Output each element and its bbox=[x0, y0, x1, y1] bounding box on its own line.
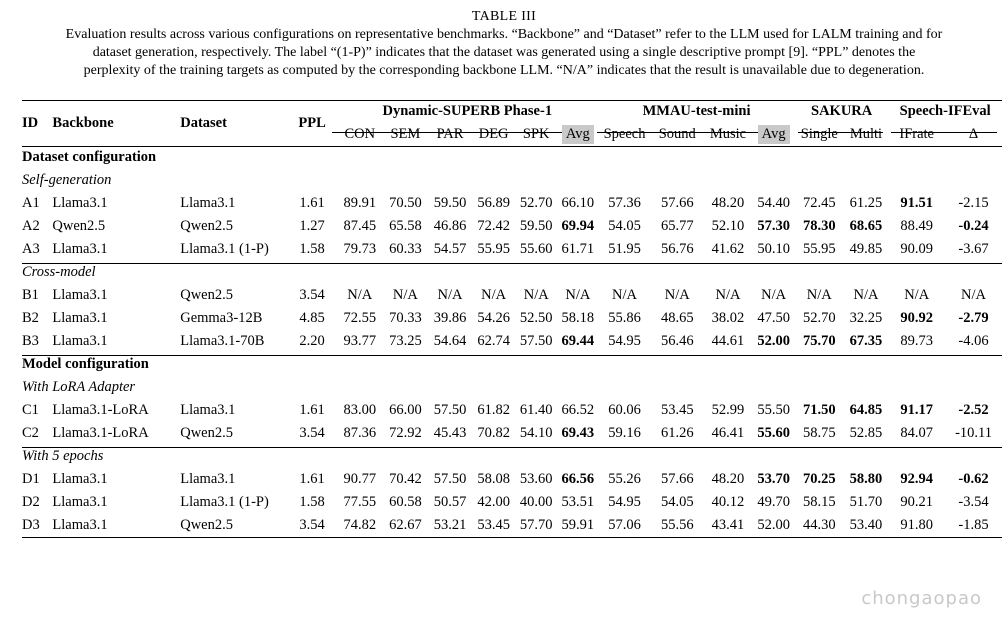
row-value: 60.58 bbox=[389, 494, 422, 510]
table-row bbox=[22, 307, 1002, 330]
row-value: 57.06 bbox=[608, 517, 641, 533]
row-value: 88.49 bbox=[900, 218, 933, 234]
row-value: 52.50 bbox=[519, 310, 553, 326]
row-id: A2 bbox=[22, 218, 40, 234]
row-value: 57.66 bbox=[660, 195, 694, 211]
row-value: 75.70 bbox=[802, 333, 836, 349]
row-value: 57.66 bbox=[660, 471, 694, 487]
row-value: 59.91 bbox=[561, 517, 595, 533]
row-value: 51.70 bbox=[849, 494, 883, 510]
row-value: N/A bbox=[761, 287, 787, 303]
row-value: -0.62 bbox=[958, 471, 989, 487]
header-sub-label: Avg bbox=[562, 125, 594, 144]
subsection-title: With LoRA Adapter bbox=[22, 379, 136, 395]
row-value: 57.50 bbox=[433, 402, 467, 418]
header-sub-label: DEG bbox=[478, 126, 509, 142]
header-id: ID bbox=[22, 114, 39, 131]
row-value: 65.77 bbox=[660, 218, 694, 234]
header-sub-label: IFrate bbox=[899, 126, 934, 142]
table-rule bbox=[22, 146, 1002, 147]
row-ppl: 1.61 bbox=[299, 402, 325, 418]
row-value: 49.85 bbox=[849, 241, 883, 257]
row-value: -10.11 bbox=[955, 425, 992, 441]
header-sub-label: Multi bbox=[849, 126, 883, 142]
row-value: 90.21 bbox=[900, 494, 933, 510]
row-value: N/A bbox=[347, 287, 373, 303]
row-value: N/A bbox=[612, 287, 638, 303]
row-id: B3 bbox=[22, 333, 39, 349]
caption-text bbox=[0, 26, 1008, 80]
row-value: 60.06 bbox=[608, 402, 641, 418]
row-backbone: Llama3.1-LoRA bbox=[52, 402, 149, 418]
row-value: 58.18 bbox=[561, 310, 595, 326]
row-value: 48.20 bbox=[711, 471, 745, 487]
row-dataset: Llama3.1 (1-P) bbox=[180, 494, 269, 510]
row-value: 77.55 bbox=[343, 494, 377, 510]
row-value: 74.82 bbox=[343, 517, 377, 533]
row-value: 48.65 bbox=[660, 310, 694, 326]
row-backbone: Qwen2.5 bbox=[52, 218, 106, 234]
header-dataset: Dataset bbox=[180, 114, 227, 131]
row-value: 56.46 bbox=[660, 333, 694, 349]
row-value: 58.15 bbox=[802, 494, 836, 510]
header-sub-label: Δ bbox=[968, 126, 979, 142]
row-ppl: 3.54 bbox=[299, 287, 325, 303]
row-value: N/A bbox=[853, 287, 879, 303]
header-group: Dynamic-SUPERB Phase-1 bbox=[382, 103, 553, 119]
header-sub bbox=[704, 123, 753, 146]
row-value: 62.74 bbox=[477, 333, 510, 349]
row-value: 70.33 bbox=[389, 310, 422, 326]
row-ppl: 1.61 bbox=[299, 471, 325, 487]
row-value: 91.51 bbox=[900, 195, 933, 211]
row-value: 53.45 bbox=[477, 517, 510, 533]
row-ppl: 4.85 bbox=[299, 310, 325, 326]
header-sub-label: Avg bbox=[758, 125, 790, 144]
row-backbone: Llama3.1 bbox=[52, 517, 108, 533]
row-value: N/A bbox=[481, 287, 507, 303]
row-value: 45.43 bbox=[433, 425, 467, 441]
row-value: 60.33 bbox=[389, 241, 422, 257]
row-value: 72.55 bbox=[343, 310, 377, 326]
row-value: 40.00 bbox=[519, 494, 553, 510]
row-value: 58.08 bbox=[477, 471, 510, 487]
row-value: 90.77 bbox=[343, 471, 377, 487]
row-value: 41.62 bbox=[711, 241, 745, 257]
row-value: 53.45 bbox=[660, 402, 694, 418]
row-id: B1 bbox=[22, 287, 39, 303]
row-id: A1 bbox=[22, 195, 40, 211]
row-id: D1 bbox=[22, 471, 40, 487]
header-sub bbox=[336, 123, 383, 146]
row-value: N/A bbox=[437, 287, 463, 303]
table-row bbox=[22, 514, 1002, 537]
row-ppl: 1.58 bbox=[299, 494, 325, 510]
table-rule bbox=[22, 537, 1002, 538]
row-value: 52.00 bbox=[757, 333, 790, 349]
row-value: 57.70 bbox=[519, 517, 553, 533]
row-value: 54.57 bbox=[433, 241, 467, 257]
table-row bbox=[22, 284, 1002, 307]
row-value: 87.36 bbox=[343, 425, 377, 441]
row-value: -3.54 bbox=[958, 494, 989, 510]
row-value: 55.56 bbox=[660, 517, 694, 533]
row-value: N/A bbox=[523, 287, 549, 303]
subsection-title: Self-generation bbox=[22, 172, 112, 188]
row-value: 61.40 bbox=[519, 402, 553, 418]
row-value: 49.70 bbox=[757, 494, 790, 510]
row-id: D3 bbox=[22, 517, 40, 533]
row-value: 61.82 bbox=[477, 402, 510, 418]
row-value: -4.06 bbox=[958, 333, 989, 349]
row-ppl: 1.61 bbox=[299, 195, 325, 211]
row-backbone: Llama3.1 bbox=[52, 241, 108, 257]
header-sub-label: Music bbox=[709, 126, 747, 142]
row-value: 69.44 bbox=[561, 333, 595, 349]
header-sub-label: Sound bbox=[658, 126, 696, 142]
row-value: 70.42 bbox=[389, 471, 422, 487]
section-title: Dataset configuration bbox=[22, 149, 157, 165]
header-sub bbox=[428, 123, 473, 146]
row-value: 84.07 bbox=[900, 425, 933, 441]
row-backbone: Llama3.1 bbox=[52, 494, 108, 510]
row-value: 55.26 bbox=[608, 471, 641, 487]
row-backbone: Llama3.1 bbox=[52, 471, 108, 487]
row-value: 32.25 bbox=[849, 310, 883, 326]
row-value: N/A bbox=[392, 287, 418, 303]
row-value: 64.85 bbox=[849, 402, 883, 418]
row-value: 72.92 bbox=[389, 425, 422, 441]
header-sub bbox=[651, 123, 704, 146]
caption-line: Evaluation results across various configurations on representative benchmarks. “Backbone” and “Dataset” refer to the LLM used for LALM training and for bbox=[65, 27, 943, 42]
caption-line: dataset generation, respectively. The label “(1-P)” indicates that the dataset was generated using a single descriptive prompt [9]. “PPL” denotes the bbox=[92, 45, 916, 60]
row-id: A3 bbox=[22, 241, 40, 257]
row-value: 52.99 bbox=[711, 402, 745, 418]
row-ppl: 1.58 bbox=[299, 241, 325, 257]
row-value: 46.41 bbox=[711, 425, 745, 441]
row-value: 70.82 bbox=[477, 425, 510, 441]
row-value: 91.17 bbox=[900, 402, 933, 418]
row-value: 93.77 bbox=[343, 333, 377, 349]
table-rule bbox=[22, 447, 1002, 448]
table-row bbox=[22, 399, 1002, 422]
row-dataset: Qwen2.5 bbox=[180, 287, 233, 303]
header-sub bbox=[383, 123, 428, 146]
row-value: 68.65 bbox=[849, 218, 883, 234]
row-value: 39.86 bbox=[433, 310, 467, 326]
row-value: 89.91 bbox=[343, 195, 377, 211]
subsection-title: Cross-model bbox=[22, 264, 96, 280]
header-sub-label: Speech bbox=[603, 126, 646, 142]
header-sub-label: PAR bbox=[436, 126, 464, 142]
header-sub bbox=[945, 123, 1002, 146]
row-value: 66.52 bbox=[561, 402, 595, 418]
row-value: 69.43 bbox=[561, 425, 595, 441]
row-value: 89.73 bbox=[900, 333, 933, 349]
table-caption bbox=[0, 8, 1008, 80]
table-row bbox=[22, 215, 1002, 238]
row-value: 59.16 bbox=[608, 425, 641, 441]
row-value: 53.21 bbox=[433, 517, 467, 533]
row-value: 59.50 bbox=[433, 195, 467, 211]
subsection-row bbox=[22, 376, 1002, 399]
row-value: 51.95 bbox=[608, 241, 641, 257]
row-value: N/A bbox=[961, 287, 987, 303]
row-value: 43.41 bbox=[711, 517, 745, 533]
row-value: 91.80 bbox=[900, 517, 933, 533]
row-value: 92.94 bbox=[900, 471, 933, 487]
header-group: Speech-IFEval bbox=[899, 103, 991, 119]
row-value: 47.50 bbox=[757, 310, 790, 326]
header-sub bbox=[515, 123, 558, 146]
section-title: Model configuration bbox=[22, 356, 149, 372]
row-value: 53.51 bbox=[561, 494, 595, 510]
row-value: 72.42 bbox=[477, 218, 510, 234]
row-value: 44.30 bbox=[802, 517, 836, 533]
table-row bbox=[22, 468, 1002, 491]
row-value: 56.76 bbox=[660, 241, 694, 257]
row-value: 57.50 bbox=[519, 333, 553, 349]
row-ppl: 3.54 bbox=[299, 425, 325, 441]
row-value: -0.24 bbox=[958, 218, 989, 234]
table-row bbox=[22, 491, 1002, 514]
row-value: 70.50 bbox=[389, 195, 422, 211]
header-sub bbox=[558, 123, 599, 146]
row-value: 54.64 bbox=[433, 333, 467, 349]
table-row bbox=[22, 192, 1002, 215]
row-value: 66.56 bbox=[561, 471, 595, 487]
row-value: 61.71 bbox=[561, 241, 595, 257]
row-value: 70.25 bbox=[802, 471, 836, 487]
header-sub bbox=[844, 123, 889, 146]
row-value: 87.45 bbox=[343, 218, 377, 234]
row-id: D2 bbox=[22, 494, 40, 510]
table-row bbox=[22, 238, 1002, 261]
row-value: 50.10 bbox=[757, 241, 790, 257]
row-value: 69.94 bbox=[561, 218, 595, 234]
header-sub bbox=[752, 123, 795, 146]
row-dataset: Qwen2.5 bbox=[180, 517, 233, 533]
row-backbone: Llama3.1-LoRA bbox=[52, 425, 149, 441]
table-rule bbox=[22, 355, 1002, 356]
row-value: 71.50 bbox=[802, 402, 836, 418]
row-value: 73.25 bbox=[389, 333, 422, 349]
row-value: 90.92 bbox=[900, 310, 933, 326]
row-dataset: Llama3.1 bbox=[180, 471, 236, 487]
row-value: 52.00 bbox=[757, 517, 790, 533]
row-value: 46.86 bbox=[433, 218, 467, 234]
row-value: N/A bbox=[715, 287, 741, 303]
header-sub bbox=[598, 123, 651, 146]
row-value: -2.79 bbox=[958, 310, 989, 326]
row-value: 54.05 bbox=[608, 218, 641, 234]
row-value: -2.52 bbox=[958, 402, 989, 418]
row-id: C2 bbox=[22, 425, 39, 441]
row-value: 42.00 bbox=[477, 494, 510, 510]
row-value: 78.30 bbox=[802, 218, 836, 234]
row-value: 67.35 bbox=[849, 333, 883, 349]
table-row bbox=[22, 330, 1002, 353]
row-value: -2.15 bbox=[958, 195, 989, 211]
header-sub bbox=[795, 123, 844, 146]
row-dataset: Llama3.1-70B bbox=[180, 333, 265, 349]
subsection-title: With 5 epochs bbox=[22, 448, 104, 464]
row-value: 54.95 bbox=[608, 494, 641, 510]
row-value: 58.75 bbox=[802, 425, 836, 441]
section-row bbox=[22, 353, 1002, 376]
row-value: 54.95 bbox=[608, 333, 641, 349]
row-value: 62.67 bbox=[389, 517, 422, 533]
table-rule bbox=[22, 263, 1002, 264]
header-group: MMAU-test-mini bbox=[642, 103, 751, 119]
row-value: N/A bbox=[664, 287, 690, 303]
row-backbone: Llama3.1 bbox=[52, 287, 108, 303]
row-value: 79.73 bbox=[343, 241, 377, 257]
subsection-row bbox=[22, 261, 1002, 284]
row-value: 38.02 bbox=[711, 310, 745, 326]
row-value: 55.60 bbox=[757, 425, 790, 441]
row-dataset: Llama3.1 bbox=[180, 402, 236, 418]
row-value: 61.25 bbox=[849, 195, 883, 211]
table-row bbox=[22, 422, 1002, 445]
row-value: 52.70 bbox=[802, 310, 836, 326]
row-value: 56.89 bbox=[477, 195, 510, 211]
row-value: 57.30 bbox=[757, 218, 790, 234]
row-value: N/A bbox=[806, 287, 832, 303]
row-value: -1.85 bbox=[958, 517, 989, 533]
row-value: 54.40 bbox=[757, 195, 790, 211]
caption-line: perplexity of the training targets as computed by the corresponding backbone LLM. “N/A” indicates that the result is unavailable due to degeneration. bbox=[83, 63, 925, 78]
header-sub-label: SPK bbox=[522, 126, 550, 142]
row-value: 59.50 bbox=[519, 218, 553, 234]
watermark: chongaopao bbox=[861, 588, 982, 609]
header-sub-label: CON bbox=[344, 126, 376, 142]
row-value: 66.10 bbox=[561, 195, 595, 211]
subsection-row bbox=[22, 445, 1002, 468]
row-backbone: Llama3.1 bbox=[52, 310, 108, 326]
header-sub-label: SEM bbox=[390, 126, 421, 142]
row-ppl: 3.54 bbox=[299, 517, 325, 533]
row-ppl: 2.20 bbox=[299, 333, 325, 349]
row-value: 53.60 bbox=[519, 471, 553, 487]
header-group: SAKURA bbox=[811, 103, 873, 119]
row-value: 55.60 bbox=[519, 241, 553, 257]
subsection-row bbox=[22, 169, 1002, 192]
row-value: 72.45 bbox=[802, 195, 836, 211]
row-dataset: Llama3.1 bbox=[180, 195, 236, 211]
row-dataset: Llama3.1 (1-P) bbox=[180, 241, 269, 257]
row-value: 52.85 bbox=[849, 425, 883, 441]
row-value: 55.50 bbox=[757, 402, 790, 418]
row-id: C1 bbox=[22, 402, 39, 418]
row-value: 48.20 bbox=[711, 195, 745, 211]
section-row bbox=[22, 146, 1002, 169]
header-sub bbox=[472, 123, 515, 146]
header-backbone: Backbone bbox=[52, 114, 114, 131]
row-ppl: 1.27 bbox=[299, 218, 325, 234]
row-value: -3.67 bbox=[958, 241, 989, 257]
row-value: 83.00 bbox=[343, 402, 377, 418]
header-ppl: PPL bbox=[298, 114, 326, 131]
row-value: 52.10 bbox=[711, 218, 745, 234]
row-value: N/A bbox=[565, 287, 591, 303]
row-value: 54.10 bbox=[519, 425, 553, 441]
row-value: 44.61 bbox=[711, 333, 745, 349]
row-dataset: Gemma3-12B bbox=[180, 310, 263, 326]
row-backbone: Llama3.1 bbox=[52, 333, 108, 349]
table-title: TABLE III bbox=[471, 9, 537, 24]
row-value: 66.00 bbox=[389, 402, 422, 418]
row-value: 54.05 bbox=[660, 494, 694, 510]
row-value: 57.36 bbox=[608, 195, 641, 211]
row-value: N/A bbox=[904, 287, 930, 303]
row-value: 55.95 bbox=[477, 241, 510, 257]
row-value: 55.95 bbox=[802, 241, 836, 257]
row-value: 53.40 bbox=[849, 517, 883, 533]
row-value: 53.70 bbox=[757, 471, 790, 487]
row-value: 55.86 bbox=[608, 310, 641, 326]
row-dataset: Qwen2.5 bbox=[180, 218, 233, 234]
row-backbone: Llama3.1 bbox=[52, 195, 108, 211]
row-value: 40.12 bbox=[711, 494, 745, 510]
header-row-groups bbox=[22, 100, 1002, 123]
row-dataset: Qwen2.5 bbox=[180, 425, 233, 441]
row-value: 58.80 bbox=[849, 471, 883, 487]
row-value: 57.50 bbox=[433, 471, 467, 487]
row-value: 61.26 bbox=[660, 425, 694, 441]
row-value: 65.58 bbox=[389, 218, 422, 234]
row-value: 90.09 bbox=[900, 241, 933, 257]
header-sub-label: Single bbox=[800, 126, 838, 142]
row-value: 52.70 bbox=[519, 195, 553, 211]
row-value: 54.26 bbox=[477, 310, 510, 326]
row-value: 50.57 bbox=[433, 494, 467, 510]
row-id: B2 bbox=[22, 310, 39, 326]
header-sub bbox=[888, 123, 945, 146]
